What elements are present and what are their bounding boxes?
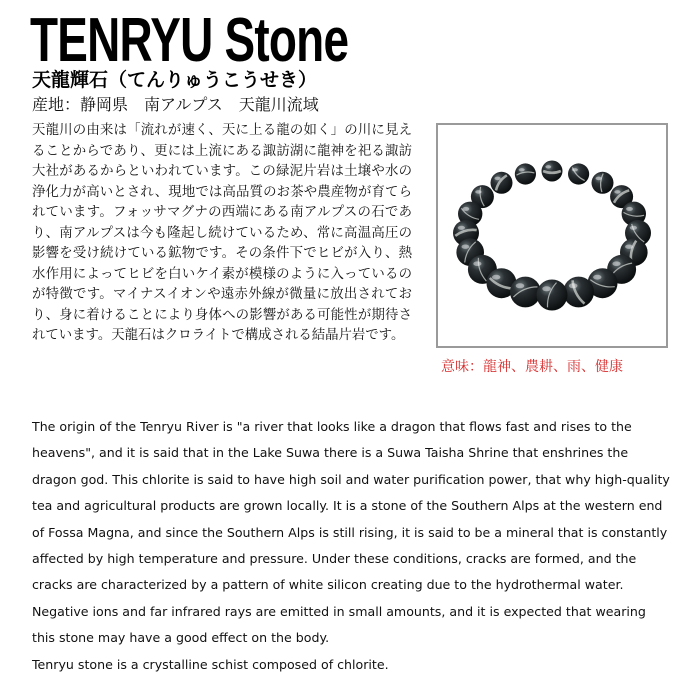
english-paragraph: Tenryu stone is a crystalline schist composed of chlorite. [32,656,389,672]
bead [537,280,568,311]
japanese-description: 天龍川の由来は「流れが速く、天に上る龍の如く」の川に見えることからであり、更には上流にある諏訪湖に龍神を祀る諏訪大社があるからといわれています。この緑泥片岩は土壌や水の浄化力が高いとされ、現地では高品質のお茶や農産物が育てられています。フォッサマグナの西端にある南アルプスの石であり、南アルプスは今も隆起し続けているため、常に高温高圧の影響を受け続けている鉱物です。その条件下でヒビが入り、熱水作用によってヒビを白いケイ素が模様のように入っているのが特徴です。マイナスイオンや遠赤外線が微量に放出されており、身に着けることにより身体への影響がある可能性が期待されています。天龍石はクロライトで構成される結晶片岩です。 [32,123,412,343]
product-photo-frame [436,123,668,348]
bead [563,277,594,308]
meaning-label: 意味：龍神、農耕、雨、健康 [441,359,623,375]
bead [515,163,536,184]
english-paragraph: The origin of the Tenryu River is "a river that looks like a dragon that flows fast and rises to the heavens", and it is said that in the Lake Suwa there is a Suwa Taisha Shrine that enshrines the dragon god. This chlorite is said to have high soil and water purification power, that why high-quality tea and agricultural products are grown locally. It is a stone of the Southern Alps at the western end of Fossa Magna, and since the Southern Alps is still rising, it is said to be a mineral that is constantly affected by high temperature and pressure. Under these conditions, cracks are formed, and the cracks are characterized by a pattern of white silicon creating due to the hydrothermal water. Negative ions and far infrared rays are emitted in small amounts, and it is expected that wearing this stone may have a good effect on the body. [32,419,670,646]
bead [510,277,541,308]
bead [491,172,513,194]
origin-line: 産地：静岡県 南アルプス 天龍川流域 [32,95,319,114]
english-description [32,414,672,678]
bead-bracelet-image [438,125,666,346]
page-title: TENRYU Stone [30,6,349,75]
bead [542,161,563,182]
bead [592,172,614,194]
stone-japanese-name: 天龍輝石（てんりゅうこうせき） [32,69,318,91]
bead [568,163,589,184]
